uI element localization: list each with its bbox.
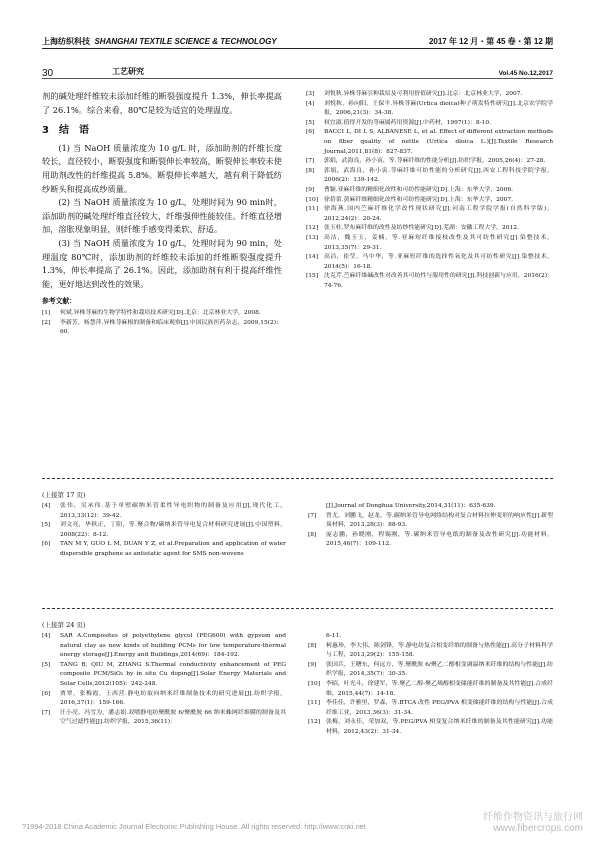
reference-item [306,186,553,196]
reference-text: TANG B, QIU M, ZHANG S.Thermal conductivity enhancement of PEG composite PCM/SiO₂ by in situ Cu doping[J].Solar Energy Materials and Solar Cells,2012(105)：242-248. [60,661,286,687]
reference-text: 高洁，魏玉玉，姜楠，等.亚麻短纤维接枝改性及其可纺性研究[J].染整技术，2013,35(7)：29-31. [324,234,553,251]
reference-text: TAN M Y, GUO L M, DUAN Y Z, et al.Preparation and application of water dispersible graphene as antistatic agent for SMS non-wovens [60,541,286,557]
reference-text: 李昭，叶光斗，徐建军，等.聚乙二醇-聚乙烯醇相变储能纤维的制备及其性能[J].合成纤维，2015,44(7)：14-18. [326,680,553,697]
right-column [306,90,553,291]
reference-number: [6] [306,129,315,136]
reference-number: [14] [306,254,319,261]
journal-name-en: SHANGHAI TEXTILE SCIENCE & TECHNOLOGY [94,37,277,46]
reference-item [306,100,553,119]
reference-number: [9] [308,661,317,668]
reference-number: [5] [42,522,51,529]
header-rule-2 [42,78,553,79]
reference-text: 张伟，吴承伟.基于单壁碳纳米管柔性导电织物的制备及应用[J].现代化工，2013,33(12)：39-42. [60,503,286,519]
reference-text: 权宜淑.值得开发的荨麻属药用资源[J].中药材，1997(1)：8-10. [324,119,491,126]
continuation-title: (上接第 17 页) [42,491,86,499]
reference-number: [2] [42,319,51,326]
reference-text: 高洁，崔莹，马中华，等.亚麻短纤维的选择性氧化及其可纺性研究[J].染整技术，2014(5)：16-18. [324,254,553,270]
reference-text: 郭娟，武海良，孙小寅.荨麻纤维可纺性能的分析研究[J].西安工程科技学院学报，2006(2)：139-142. [324,167,553,184]
reference-item [306,128,553,157]
reference-item [42,540,286,559]
reference-number [308,632,326,642]
reference-number: [7] [308,512,317,519]
reference-item [308,642,553,661]
website-watermark: 纤维作物资讯与旅行网 www.fibercrops.com [483,812,583,834]
reference-item [42,661,286,690]
continuation-title: (上接第 24 页) [42,621,86,629]
reference-number [308,502,326,512]
reference-item [308,512,553,531]
continuation-left [42,502,286,560]
reference-number: [12] [306,225,319,232]
conclusion-2: (2) 当 NaOH 质量浓度为 10 g/L，处理时间为 90 min时，添加助剂的碱处理纤维直径较大，纤维强伸性能较佳。纤维直径增加，溶胀现象明显，则纤维手感变得柔软、舒适。 [42,197,282,235]
reference-text: 徐海燕.国内苎麻纤维化学改性现状研究[J].河南工程学院学报(自然科学版)，2012,24(2)：20-24. [324,206,553,222]
reference-item [308,632,553,642]
reference-text: 何斌.异株荨麻的生物学特性和栽培技术研究[D].北京：北京林业大学，2008. [60,309,261,316]
section-separator [42,478,553,483]
reference-text: 曹颖.亚麻纤维的精细化改性和可纺性能研究[D].上海：东华大学，2006. [324,186,513,193]
reference-item [306,157,553,167]
reference-number: [3] [306,91,315,97]
continuation-right [308,502,553,560]
reference-text: 汪小亮，冯雪为，潘志娟.双喷静电纺聚酰胺 6/聚酰胺 66 纳米蛛网纤维膜的制备及其空气过滤性能[J].纺织学报，2015,36(11)： [60,709,286,726]
reference-number: [10] [308,680,321,687]
reference-text: 贾翠，张梅霞，王西营.静电纺取向纳米纤维制备技术的研究进展[J].纺织学报，2016,37(1)：159-166. [60,690,286,707]
reference-text: 曾尤，刘鹏飞，赵龙，等.碳纳米管导电网络结构对复合材料拉伸变形的响应性[J].新型炭材料，2013,28(3)：88-93. [326,512,553,529]
reference-number: [4] [306,100,315,107]
reference-item [308,502,553,512]
reference-number: [4] [42,633,51,639]
reference-text: 沈克芹.苎麻纤维碱改性对改善其可纺性与服用性的研究[J].科技创新与应用，2016(2)：74-76. [324,273,553,289]
reference-item [306,167,553,186]
reference-item [306,205,553,224]
reference-number: [7] [42,709,51,716]
references-list [42,309,282,338]
reference-text: SAR A.Composites of polyethylene glycol (PEG600) with gypsum and natural clay as new kinds of building PCMs for low temperature-thermal energy storage[J].Energy and Buildings,2014(69)：184-192. [60,633,286,659]
reference-number: [6] [42,690,51,697]
reference-number: [4] [42,503,51,509]
reference-item [42,690,286,709]
page-number: 30 [42,68,54,79]
continuation-block-24 [42,620,553,738]
reference-text: 张玉柱.罗布麻纤维的改性及纺纱性能研究[D].芜湖：安徽工程大学，2012. [324,225,519,232]
left-column [42,90,282,338]
reference-text: 刘文亮，华秋正，丁阳，等.聚合物/碳纳米管导电复合材料研究进展[J].中国塑料，2008(22)：8-12. [60,522,286,538]
reference-item [308,531,553,550]
reference-number: [6] [42,541,51,548]
reference-item [306,224,553,234]
reference-number: [1] [42,309,51,316]
reference-item [306,90,553,100]
reference-number: [8] [306,167,315,174]
reference-text: 柯惠珍，李大伟，陈剑锋，等.静电纺复合相变纤维的制备与热性能[J].高分子材料科学与工程，2013,29(2)：155-158. [326,642,553,659]
reference-item [306,253,553,272]
header-rule [42,48,553,49]
reference-text: 刘悦秋.异株荨麻引种栽培及可利用价值研究[J].北京：北京林业大学，2007. [324,91,523,97]
reference-item [42,709,286,728]
reference-item [42,521,286,540]
body-paragraph: 剂的碱处理纤维较未添加纤维的断裂强度提升 1.3%，伸长率提高了 26.1%。综合来看，80℃是较为适宜的处理温度。 [42,91,282,115]
reference-number: [11] [308,700,321,707]
reference-item [42,309,282,319]
conclusion-3: (3) 当 NaOH 质量浓度为 10 g/L，处理时间为 90 min，处理温度 80℃时，添加助剂的纤维较未添加的纤维断裂强度提升 1.3%，伸长率提高了 26.1%。因此，添加助剂有利于提高纤维性能，更好地达到改性的效果。 [42,237,282,289]
reference-text: 李佳佳，许雅里，罗森，等.BTCA 改性 PEG/PVA 相变储能纤维的结构与性能[J].合成纤维工业，2013,36(3)：31-34. [326,700,553,716]
reference-item [306,196,553,206]
reference-text: 李新芳，杨慧萍.异株荨麻根的制备和临床观察[J].中国民族医药杂志，2009,15(2)：60. [60,319,282,336]
reference-item [308,718,553,737]
reference-text: 张梅，刘永佳，荣加双，等.PEG/PVA 相变复合纳米纤维的制备及其性能研究[J].功能材料，2012,43(2)：31-34. [326,719,553,735]
reference-number: [15] [306,273,319,280]
section-separator [42,608,553,613]
reference-number: [10] [306,196,319,203]
continuation-block-17 [42,490,553,560]
journal-name-cn: 上海纺织科技 [42,37,90,46]
reference-item [42,632,286,661]
reference-text: BACCI L, DI L S, ALBANESE L, et al. Effect of different extraction methods on fiber quality of nettle (Urtica dioica L.)[J].Textile Research Journal,2011,81(8)：827-837. [324,129,553,155]
references-list [306,90,553,291]
volume-info: Vol.45 No.12,2017 [498,70,553,77]
running-header-journal [42,36,277,47]
reference-text: 6-11. [326,633,342,639]
copyright-footer: ?1994-2018 China Academic Journal Electronic Publishing House. All rights reserved. http://www.cnki.net [22,822,366,831]
reference-item [42,502,286,521]
reference-item [306,234,553,253]
reference-text: 张国兵，王曙东，何远方，等.聚酰胺 6/聚乙二醇相变调温纳米纤维的结构与性能[J].纺织学报，2014,35(7)：30-35. [326,661,553,678]
reference-number: [13] [306,234,319,241]
reference-item [42,319,282,338]
references-title: 参考文献： [42,297,76,306]
reference-text: 郭娟，武海良，孙小寅，等.荨麻纤维的性能分析[J].纺织学报，2005,26(4)：27-28. [324,158,546,165]
issue-info: 2017 年 12 月・第 45 卷・第 12 期 [428,37,553,46]
reference-number: [5] [42,661,51,668]
reference-number: [7] [306,158,315,165]
continuation-left [42,632,286,738]
reference-item [306,272,553,291]
reference-number: [12] [308,719,321,726]
reference-number: [8] [308,531,317,538]
reference-item [306,119,553,129]
reference-text: [J].Journal of Donghua University,2014,31(11)：635-639. [326,503,496,509]
reference-item [308,680,553,699]
conclusion-1: (1) 当 NaOH 质量浓度为 10 g/L 时，添加助剂的纤维长度较长，直径较小，断裂强度和断裂伸长率较高，断裂伸长率较未使用助剂改性的纤维提高 5.8%。断裂伸长率越大，越有利于降低纺纱断头和提高成纱质量。 [42,142,282,194]
reference-text: 庞志鹏，孙晓刚，程锡刚，等.碳纳米管导电纸的制备及改性研究[J].功能材料，2015,46(7)：109-112. [326,531,553,548]
section-heading-conclusion: 3 结 语 [42,125,89,137]
reference-number: [8] [308,642,317,649]
continuation-right [308,632,553,738]
reference-number: [5] [306,119,315,126]
reference-text: 徐蓓蕾.黄麻纤维精细化改性和可纺性能研究[D].上海：东华大学，2007. [324,196,513,203]
section-title: 工艺研究 [112,67,144,76]
reference-text: 刘悦秋，孙向阳，王保平.异株荨麻(Urtica dioica)种子萌发特性研究[J].北京农学院学报，2006,21(3)：34-38. [324,100,553,117]
reference-number: [11] [306,206,319,213]
reference-item [308,661,553,680]
reference-number: [9] [306,186,315,193]
reference-item [308,699,553,718]
